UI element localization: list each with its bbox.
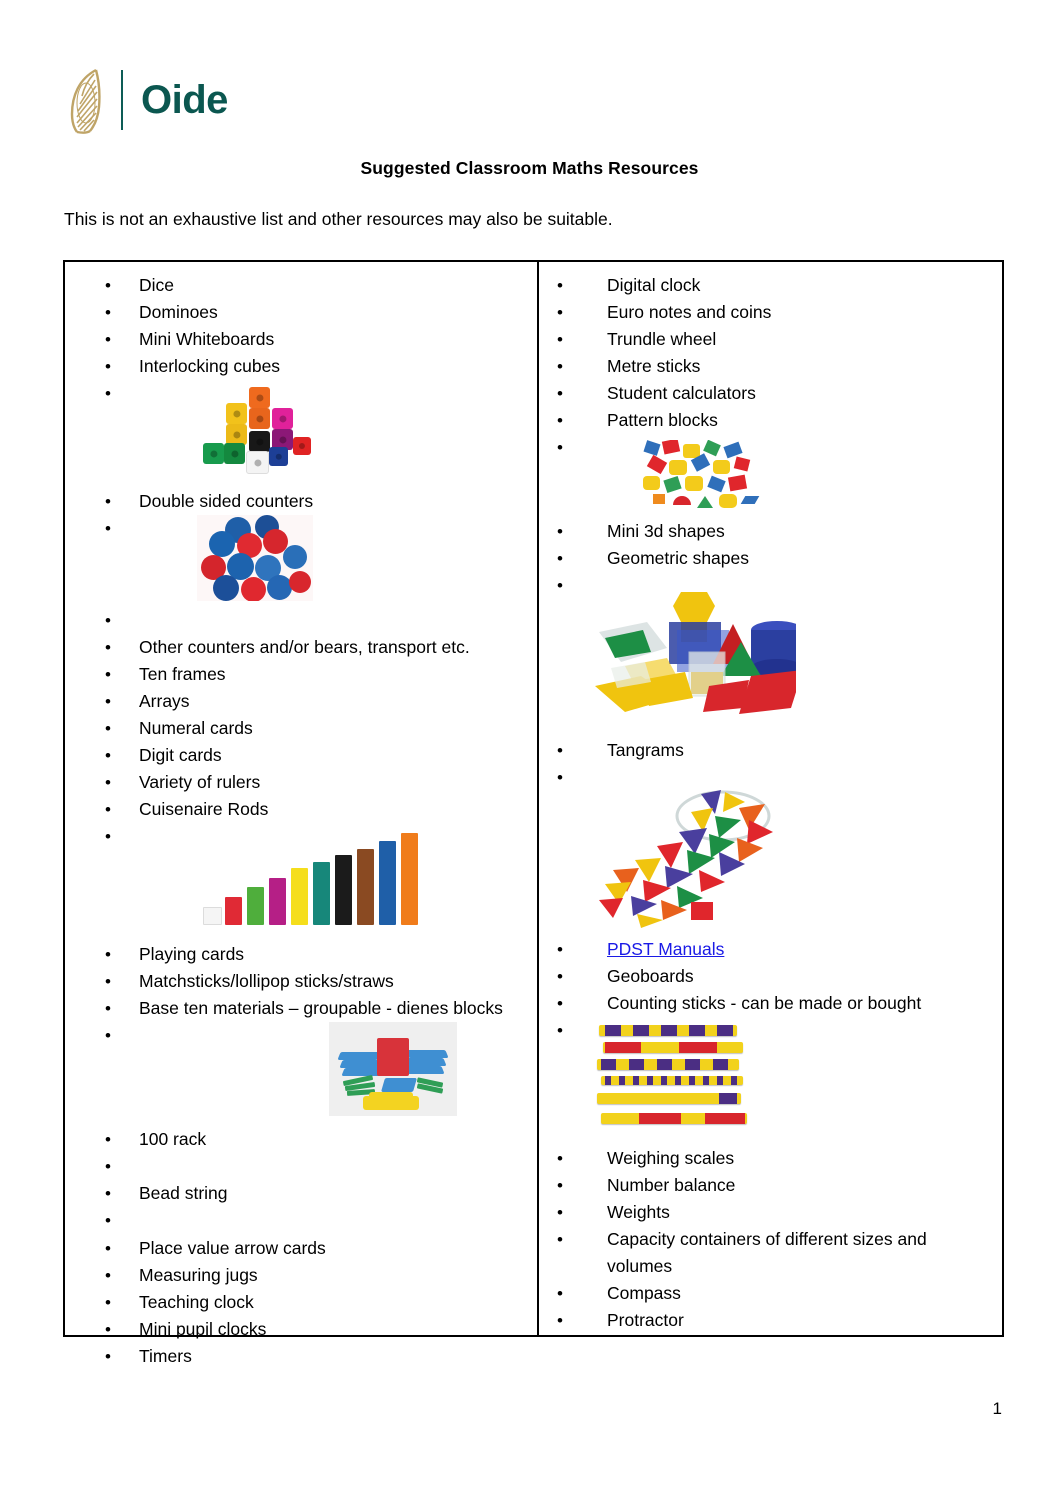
irish-harp-icon <box>63 65 109 135</box>
list-item-pdst-manuals[interactable] <box>539 936 1002 963</box>
list-item: • Pattern blocks <box>539 407 1002 434</box>
interlocking-cubes-photo-row <box>65 380 537 488</box>
list-item: • Interlocking cubes <box>65 353 537 380</box>
counting-sticks-photo <box>589 1025 749 1135</box>
list-item: • Cuisenaire Rods <box>65 796 537 823</box>
list-item: • Mini pupil clocks <box>65 1316 537 1343</box>
page-title: Suggested Classroom Maths Resources <box>360 158 699 178</box>
interlocking-cubes-photo <box>201 385 321 480</box>
list-item: • Place value arrow cards <box>65 1235 537 1262</box>
geometric-shapes-photo <box>581 580 796 730</box>
dienes-blocks-photo-row <box>65 1022 537 1126</box>
right-resource-list <box>539 272 1002 1334</box>
list-item: • Ten frames <box>65 661 537 688</box>
oide-logo <box>63 64 228 136</box>
list-item: • Variety of rulers <box>65 769 537 796</box>
list-item: • Geometric shapes <box>539 545 1002 572</box>
list-item: • Base ten materials – groupable - dienes blocks <box>65 995 537 1022</box>
list-item: • Geoboards <box>539 963 1002 990</box>
list-item: • Compass <box>539 1280 1002 1307</box>
list-item: • Weighing scales <box>539 1145 1002 1172</box>
list-item: • 100 rack <box>65 1126 537 1153</box>
list-item: • Digital clock <box>539 272 1002 299</box>
list-item: • Measuring jugs <box>65 1262 537 1289</box>
right-column <box>539 262 1002 1335</box>
double-sided-counters-photo <box>197 515 313 601</box>
list-item: • Double sided counters <box>65 488 537 515</box>
list-item: • Arrays <box>65 688 537 715</box>
list-item: • Dominoes <box>65 299 537 326</box>
resources-table <box>63 260 1004 1366</box>
list-item: • Dice <box>65 272 537 299</box>
list-item: • Mini 3d shapes <box>539 518 1002 545</box>
list-item: • Number balance <box>539 1172 1002 1199</box>
pdst-manuals-link[interactable]: PDST Manuals <box>607 939 725 959</box>
list-item-empty <box>65 607 537 634</box>
cuisenaire-rods-photo <box>199 831 459 931</box>
brand-wordmark: Oide <box>141 78 228 122</box>
list-item: • Digit cards <box>65 742 537 769</box>
list-item: • Other counters and/or bears, transport etc. <box>65 634 537 661</box>
list-item: • Euro notes and coins <box>539 299 1002 326</box>
list-item: • Matchsticks/lollipop sticks/straws <box>65 968 537 995</box>
spacer <box>65 1207 537 1235</box>
list-item: • Bead string <box>65 1180 537 1207</box>
list-item: • Student calculators <box>539 380 1002 407</box>
list-item: • Protractor <box>539 1307 1002 1334</box>
list-item: • Teaching clock <box>65 1289 537 1316</box>
double-sided-counters-photo-row <box>65 515 537 607</box>
geometric-shapes-photo-row <box>539 572 1002 737</box>
pattern-blocks-photo <box>643 440 761 512</box>
list-item: • Timers <box>65 1343 537 1370</box>
pattern-blocks-photo-row <box>539 434 1002 518</box>
intro-text: This is not an exhaustive list and other resources may also be suitable. <box>64 209 613 229</box>
left-resource-list <box>65 272 537 1370</box>
list-item: • Playing cards <box>65 941 537 968</box>
tangrams-photo-row <box>539 764 1002 936</box>
list-item: • Numeral cards <box>65 715 537 742</box>
list-item: • Metre sticks <box>539 353 1002 380</box>
spacer <box>65 1153 537 1180</box>
logo-divider <box>121 70 123 130</box>
cuisenaire-rods-photo-row <box>65 823 537 941</box>
list-item: • Counting sticks - can be made or bought <box>539 990 1002 1017</box>
dienes-blocks-photo <box>329 1022 457 1116</box>
tangrams-photo <box>583 786 805 936</box>
left-column <box>65 262 539 1366</box>
page-number: 1 <box>992 1399 1002 1418</box>
list-item: • Mini Whiteboards <box>65 326 537 353</box>
list-item: • Weights <box>539 1199 1002 1226</box>
list-item: • Tangrams <box>539 737 1002 764</box>
list-item: • Capacity containers of different sizes and volumes <box>539 1226 1002 1280</box>
counting-sticks-photo-row <box>539 1017 1002 1145</box>
list-item: • Trundle wheel <box>539 326 1002 353</box>
